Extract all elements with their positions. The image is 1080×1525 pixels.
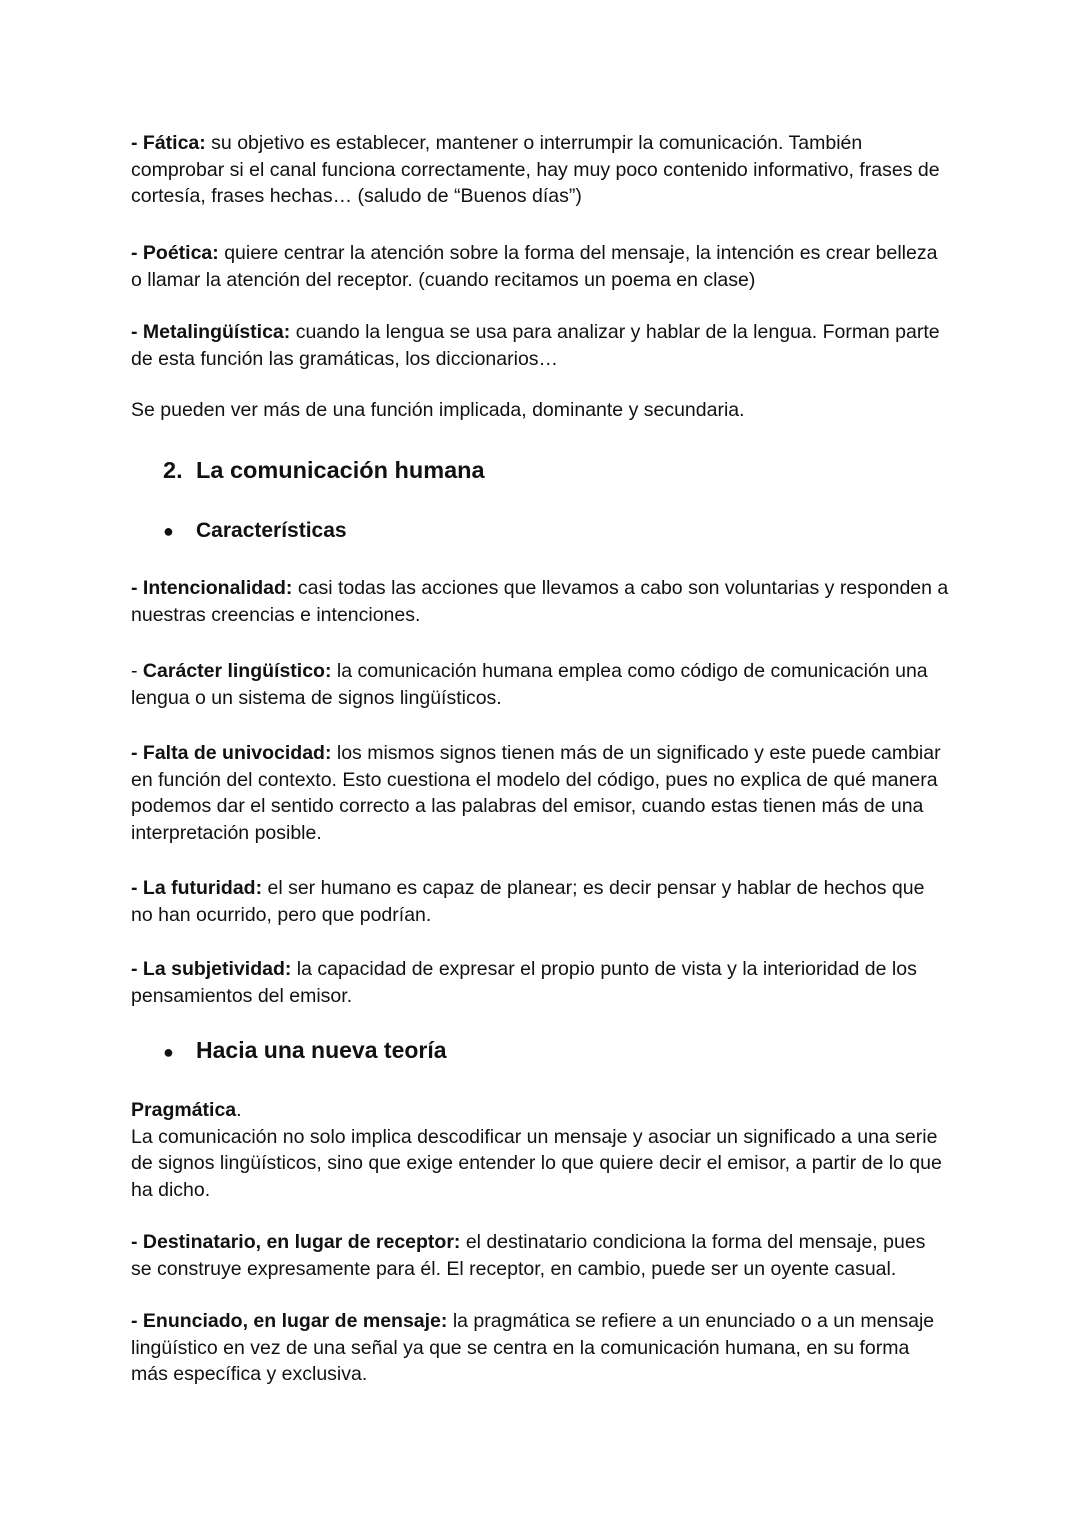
section-heading-2 (163, 455, 485, 485)
pragmatica-period: . (236, 1099, 242, 1121)
subheading-nueva-teoria-title: Hacia una nueva teoría (196, 1037, 447, 1063)
subheading-caracteristicas (163, 517, 347, 545)
pragmatica-label: Pragmática (131, 1099, 237, 1121)
text-fatica: su objetivo es establecer, mantener o interrumpir la comunicación. También comprobar si el canal funciona correctamente, hay muy poco contenido informativo, frases de cortesía, frases hechas… (saludo de “Buenos días”) (131, 132, 940, 207)
subheading-nueva-teoria (163, 1035, 447, 1067)
term-metalinguistica: - Metalingüística: (131, 321, 291, 343)
bullet-icon: ● (163, 521, 174, 542)
item-prefix: - (131, 742, 143, 764)
paragraph-fatica (131, 130, 951, 210)
term-destinatario: - Destinatario, en lugar de receptor: (131, 1231, 461, 1253)
text-poetica: quiere centrar la atención sobre la forma del mensaje, la intención es crear belleza o llamar la atención del receptor. (cuando recitamos un poema en clase) (131, 242, 938, 291)
term-fatica: - Fática: (131, 132, 206, 154)
paragraph-caracter-linguistico (131, 658, 951, 711)
text-falta-univocidad: los mismos signos tienen más de un significado y este puede cambiar en función del contexto. Esto cuestiona el modelo del código, pues no explica de qué manera podemos dar el sentido correcto a las palabras del emisor, cuando estas tienen más de una interpretación posible. (131, 742, 941, 844)
bullet-icon: ● (163, 1041, 174, 1062)
term-futuridad: La futuridad: (142, 877, 263, 899)
section-title: La comunicación humana (196, 457, 485, 483)
subheading-caracteristicas-title: Características (196, 519, 347, 542)
text-metalinguistica: cuando la lengua se usa para analizar y hablar de la lengua. Forman parte de esta función las gramáticas, los diccionarios… (131, 321, 940, 370)
paragraph-metalinguistica (131, 319, 951, 372)
paragraph-pragmatica (131, 1097, 951, 1203)
paragraph-intencionalidad (131, 575, 951, 628)
paragraph-poetica (131, 240, 951, 293)
text-caracter-linguistico: la comunicación humana emplea como código de comunicación una lengua o un sistema de signos lingüísticos. (131, 660, 928, 709)
item-prefix: - (131, 660, 143, 682)
pragmatica-text: La comunicación no solo implica descodificar un mensaje y asociar un significado a una serie de signos lingüísticos, sino que exige entender lo que quiere decir el emisor, a partir de lo que ha dicho. (131, 1125, 942, 1201)
text-destinatario: el destinatario condiciona la forma del mensaje, pues se construye expresamente para él. El receptor, en cambio, puede ser un oyente casual. (131, 1231, 926, 1280)
text-intencionalidad: casi todas las acciones que llevamos a cabo son voluntarias y responden a nuestras creencias e intenciones. (131, 577, 949, 626)
text-enunciado: la pragmática se refiere a un enunciado o a un mensaje lingüístico en vez de una señal ya que se centra en la comunicación humana, en su forma más específica y exclusiva. (131, 1310, 935, 1385)
item-prefix: - (131, 958, 143, 980)
section-number: 2. (163, 457, 183, 483)
item-prefix: - (131, 877, 143, 899)
term-poetica: - Poética: (131, 242, 219, 264)
term-caracter-linguistico: Carácter lingüístico: (142, 660, 332, 682)
paragraph-enunciado (131, 1308, 951, 1388)
item-prefix: - (131, 577, 143, 599)
paragraph-destinatario (131, 1229, 951, 1282)
term-intencionalidad: Intencionalidad: (142, 577, 293, 599)
text-subjetividad: la capacidad de expresar el propio punto de vista y la interioridad de los pensamientos del emisor. (131, 958, 917, 1007)
paragraph-funciones-note: Se pueden ver más de una función implicada, dominante y secundaria. (131, 399, 745, 421)
term-falta-univocidad: Falta de univocidad: (142, 742, 332, 764)
paragraph-futuridad (131, 875, 951, 928)
text-futuridad: el ser humano es capaz de planear; es decir pensar y hablar de hechos que no han ocurrido, pero que podrían. (131, 877, 925, 926)
term-enunciado: - Enunciado, en lugar de mensaje: (131, 1310, 448, 1332)
paragraph-falta-univocidad (131, 740, 951, 846)
paragraph-subjetividad (131, 956, 951, 1009)
term-subjetividad: La subjetividad: (142, 958, 292, 980)
